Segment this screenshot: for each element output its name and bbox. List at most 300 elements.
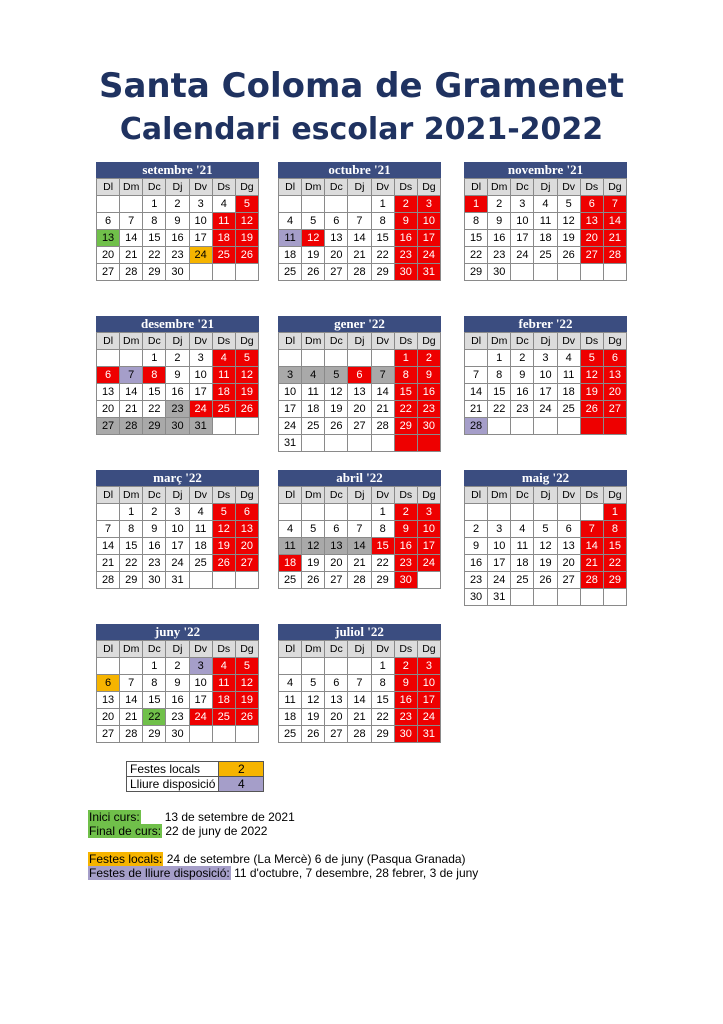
day-cell: 26 (302, 726, 325, 743)
day-cell: 26 (325, 418, 348, 435)
day-cell (348, 658, 371, 675)
weekday-label: Dl (279, 179, 302, 196)
weekday-label: Dc (143, 487, 166, 504)
day-cell: 3 (488, 521, 511, 538)
day-cell: 11 (557, 367, 580, 384)
day-cell: 6 (580, 196, 603, 213)
day-cell: 11 (534, 213, 557, 230)
day-cell: 28 (120, 726, 143, 743)
day-cell: 17 (189, 230, 212, 247)
day-cell: 10 (534, 367, 557, 384)
weekday-header-row (97, 333, 259, 350)
day-cell: 21 (603, 230, 626, 247)
day-cell: 11 (279, 230, 302, 247)
day-cell: 30 (417, 418, 440, 435)
week-row (465, 538, 627, 555)
week-row (97, 504, 259, 521)
week-row (279, 504, 441, 521)
day-cell (302, 435, 325, 452)
day-cell (580, 418, 603, 435)
week-row (97, 401, 259, 418)
day-cell: 24 (534, 401, 557, 418)
day-cell (189, 726, 212, 743)
day-cell (580, 264, 603, 281)
day-cell: 14 (348, 538, 371, 555)
day-cell: 23 (166, 247, 189, 264)
day-cell: 13 (97, 692, 120, 709)
day-cell: 29 (394, 418, 417, 435)
day-cell (325, 504, 348, 521)
day-cell: 18 (279, 555, 302, 572)
day-cell: 26 (212, 555, 235, 572)
day-cell: 2 (166, 196, 189, 213)
day-cell (212, 572, 235, 589)
day-cell: 11 (212, 367, 235, 384)
weekday-label: Dm (120, 333, 143, 350)
day-cell (212, 726, 235, 743)
day-cell: 14 (371, 384, 394, 401)
weekday-label: Ds (394, 333, 417, 350)
month-title: setembre '21 (96, 162, 259, 178)
weekday-label: Dg (603, 179, 626, 196)
weekday-label: Dm (302, 333, 325, 350)
day-cell: 13 (580, 213, 603, 230)
weekday-label: Dv (189, 179, 212, 196)
day-cell: 16 (417, 384, 440, 401)
day-cell (603, 264, 626, 281)
day-cell: 10 (189, 675, 212, 692)
weekday-label: Dg (417, 641, 440, 658)
day-cell: 14 (465, 384, 488, 401)
day-cell: 25 (279, 726, 302, 743)
day-cell: 21 (120, 709, 143, 726)
weekday-label: Dc (511, 179, 534, 196)
day-cell: 20 (557, 555, 580, 572)
day-cell: 24 (417, 555, 440, 572)
note-festes-locals (88, 852, 466, 866)
week-row (97, 367, 259, 384)
month-days-table (96, 640, 259, 743)
day-cell: 23 (394, 247, 417, 264)
day-cell: 24 (189, 247, 212, 264)
week-row (279, 264, 441, 281)
week-row (279, 418, 441, 435)
day-cell (325, 196, 348, 213)
day-cell: 20 (235, 538, 258, 555)
day-cell: 22 (371, 709, 394, 726)
day-cell: 19 (235, 230, 258, 247)
day-cell: 9 (166, 675, 189, 692)
day-cell: 17 (189, 384, 212, 401)
month-calendar (96, 316, 259, 435)
note-text: 24 de setembre (La Mercè) 6 de juny (Pasqua Granada) (166, 852, 466, 866)
day-cell: 31 (417, 264, 440, 281)
week-row (465, 504, 627, 521)
day-cell: 28 (371, 418, 394, 435)
day-cell: 19 (557, 230, 580, 247)
note-label: Final de curs: (89, 824, 162, 838)
weekday-label: Dj (348, 179, 371, 196)
week-row (279, 692, 441, 709)
day-cell (348, 435, 371, 452)
weekday-label: Dm (120, 487, 143, 504)
day-cell: 1 (371, 504, 394, 521)
weekday-label: Dm (302, 487, 325, 504)
day-cell: 14 (97, 538, 120, 555)
day-cell: 7 (120, 213, 143, 230)
note-label: Festes de lliure disposició: (89, 866, 230, 880)
day-cell: 23 (394, 709, 417, 726)
month-days-table (464, 486, 627, 606)
day-cell: 1 (143, 350, 166, 367)
day-cell: 2 (166, 658, 189, 675)
day-cell (557, 504, 580, 521)
day-cell: 16 (143, 538, 166, 555)
day-cell: 2 (394, 196, 417, 213)
week-row (97, 538, 259, 555)
week-row (97, 230, 259, 247)
day-cell: 19 (302, 555, 325, 572)
day-cell: 26 (235, 247, 258, 264)
week-row (465, 196, 627, 213)
day-cell: 6 (97, 675, 120, 692)
weekday-label: Dv (557, 487, 580, 504)
day-cell (120, 350, 143, 367)
month-title: febrer '22 (464, 316, 627, 332)
day-cell: 20 (325, 709, 348, 726)
day-cell (557, 418, 580, 435)
week-row (97, 521, 259, 538)
week-row (465, 521, 627, 538)
week-row (279, 247, 441, 264)
day-cell: 13 (348, 384, 371, 401)
day-cell: 9 (166, 213, 189, 230)
day-cell: 3 (417, 658, 440, 675)
note-lliure-disposicio (88, 866, 478, 880)
weekday-header-row (279, 487, 441, 504)
day-cell (302, 350, 325, 367)
day-cell: 6 (235, 504, 258, 521)
weekday-label: Dl (465, 487, 488, 504)
day-cell: 25 (189, 555, 212, 572)
day-cell: 11 (189, 521, 212, 538)
day-cell: 8 (143, 213, 166, 230)
day-cell: 26 (302, 572, 325, 589)
day-cell (120, 196, 143, 213)
day-cell: 29 (120, 572, 143, 589)
day-cell (580, 504, 603, 521)
weekday-label: Dc (325, 487, 348, 504)
day-cell: 24 (189, 401, 212, 418)
month-calendar (96, 624, 259, 743)
weekday-label: Dj (166, 333, 189, 350)
day-cell: 8 (371, 675, 394, 692)
week-row (279, 350, 441, 367)
day-cell: 5 (235, 196, 258, 213)
day-cell: 21 (348, 709, 371, 726)
day-cell: 1 (371, 196, 394, 213)
day-cell: 9 (488, 213, 511, 230)
day-cell: 7 (97, 521, 120, 538)
day-cell: 27 (557, 572, 580, 589)
day-cell (394, 435, 417, 452)
day-cell (235, 572, 258, 589)
day-cell: 15 (394, 384, 417, 401)
day-cell (325, 350, 348, 367)
weekday-label: Ds (212, 487, 235, 504)
day-cell (235, 264, 258, 281)
week-row (279, 213, 441, 230)
day-cell: 12 (302, 230, 325, 247)
day-cell (511, 418, 534, 435)
month-days-table (278, 486, 441, 589)
day-cell: 4 (534, 196, 557, 213)
weekday-header-row (465, 333, 627, 350)
day-cell (302, 196, 325, 213)
day-cell: 6 (97, 367, 120, 384)
day-cell: 5 (580, 350, 603, 367)
day-cell: 3 (189, 196, 212, 213)
day-cell: 5 (235, 658, 258, 675)
day-cell (325, 435, 348, 452)
weekday-label: Dc (325, 333, 348, 350)
day-cell: 9 (394, 521, 417, 538)
weekday-label: Dm (302, 179, 325, 196)
day-cell: 5 (325, 367, 348, 384)
day-cell: 3 (511, 196, 534, 213)
day-cell: 9 (143, 521, 166, 538)
day-cell (279, 504, 302, 521)
day-cell: 11 (212, 213, 235, 230)
day-cell: 18 (302, 401, 325, 418)
weekday-label: Dl (279, 333, 302, 350)
day-cell: 1 (465, 196, 488, 213)
weekday-label: Dc (143, 179, 166, 196)
day-cell: 7 (120, 367, 143, 384)
week-row (465, 572, 627, 589)
day-cell: 13 (325, 692, 348, 709)
day-cell: 10 (166, 521, 189, 538)
weekday-header-row (97, 641, 259, 658)
day-cell: 23 (394, 555, 417, 572)
day-cell (235, 418, 258, 435)
day-cell: 10 (279, 384, 302, 401)
day-cell (189, 572, 212, 589)
day-cell: 30 (394, 572, 417, 589)
day-cell (97, 196, 120, 213)
day-cell: 27 (325, 264, 348, 281)
day-cell: 11 (279, 692, 302, 709)
month-calendar (278, 162, 441, 281)
day-cell: 27 (97, 726, 120, 743)
month-days-table (464, 332, 627, 435)
day-cell: 22 (488, 401, 511, 418)
weekday-label: Dl (465, 333, 488, 350)
day-cell: 9 (465, 538, 488, 555)
day-cell: 6 (603, 350, 626, 367)
day-cell: 27 (325, 726, 348, 743)
day-cell: 23 (417, 401, 440, 418)
day-cell: 20 (325, 247, 348, 264)
day-cell (279, 658, 302, 675)
day-cell: 17 (511, 230, 534, 247)
week-row (97, 213, 259, 230)
day-cell: 6 (557, 521, 580, 538)
day-cell: 30 (166, 264, 189, 281)
week-row (465, 350, 627, 367)
day-cell (348, 350, 371, 367)
weekday-label: Dl (465, 179, 488, 196)
weekday-label: Dg (417, 333, 440, 350)
day-cell: 30 (488, 264, 511, 281)
day-cell (603, 418, 626, 435)
week-row (97, 196, 259, 213)
day-cell: 8 (143, 675, 166, 692)
day-cell: 25 (534, 247, 557, 264)
day-cell: 1 (603, 504, 626, 521)
weekday-label: Dj (534, 487, 557, 504)
day-cell: 4 (279, 675, 302, 692)
day-cell (348, 196, 371, 213)
day-cell: 28 (348, 572, 371, 589)
weekday-label: Dv (557, 179, 580, 196)
page-subtitle: Calendari escolar 2021-2022 (119, 112, 604, 147)
day-cell: 12 (557, 213, 580, 230)
weekday-label: Dc (325, 179, 348, 196)
day-cell: 18 (212, 384, 235, 401)
day-cell: 14 (348, 230, 371, 247)
day-cell (557, 589, 580, 606)
weekday-label: Dj (348, 487, 371, 504)
day-cell: 10 (189, 367, 212, 384)
weekday-header-row (97, 487, 259, 504)
day-cell: 27 (580, 247, 603, 264)
day-cell: 20 (603, 384, 626, 401)
day-cell: 20 (97, 247, 120, 264)
day-cell: 4 (212, 196, 235, 213)
day-cell (235, 726, 258, 743)
legend-count: 4 (219, 777, 264, 792)
month-calendar (278, 624, 441, 743)
day-cell: 3 (166, 504, 189, 521)
day-cell: 1 (488, 350, 511, 367)
weekday-label: Dm (488, 179, 511, 196)
weekday-label: Dj (348, 333, 371, 350)
day-cell: 15 (465, 230, 488, 247)
day-cell: 18 (212, 230, 235, 247)
day-cell (534, 589, 557, 606)
day-cell: 14 (580, 538, 603, 555)
week-row (465, 555, 627, 572)
day-cell: 28 (97, 572, 120, 589)
day-cell: 12 (302, 538, 325, 555)
week-row (97, 247, 259, 264)
week-row (97, 418, 259, 435)
day-cell: 16 (166, 692, 189, 709)
weekday-label: Dc (325, 641, 348, 658)
day-cell (417, 435, 440, 452)
day-cell: 17 (534, 384, 557, 401)
day-cell: 27 (97, 264, 120, 281)
day-cell: 11 (511, 538, 534, 555)
day-cell: 3 (417, 504, 440, 521)
day-cell: 4 (189, 504, 212, 521)
day-cell (488, 418, 511, 435)
day-cell: 12 (235, 367, 258, 384)
day-cell: 29 (465, 264, 488, 281)
day-cell: 9 (417, 367, 440, 384)
day-cell: 22 (143, 247, 166, 264)
day-cell: 16 (511, 384, 534, 401)
day-cell: 18 (279, 709, 302, 726)
day-cell: 20 (348, 401, 371, 418)
month-days-table (96, 486, 259, 589)
day-cell: 29 (371, 572, 394, 589)
day-cell: 5 (557, 196, 580, 213)
day-cell: 23 (166, 401, 189, 418)
day-cell: 31 (166, 572, 189, 589)
day-cell: 17 (417, 230, 440, 247)
legend-row-festes-locals (127, 762, 264, 777)
day-cell: 22 (371, 247, 394, 264)
day-cell: 13 (97, 230, 120, 247)
day-cell: 22 (120, 555, 143, 572)
day-cell: 14 (120, 230, 143, 247)
day-cell: 22 (603, 555, 626, 572)
day-cell: 1 (120, 504, 143, 521)
day-cell: 14 (603, 213, 626, 230)
day-cell: 7 (465, 367, 488, 384)
weekday-header-row (97, 179, 259, 196)
week-row (465, 247, 627, 264)
day-cell: 19 (302, 709, 325, 726)
day-cell: 28 (580, 572, 603, 589)
day-cell: 12 (212, 521, 235, 538)
month-title: gener '22 (278, 316, 441, 332)
day-cell: 12 (302, 692, 325, 709)
day-cell (534, 264, 557, 281)
day-cell: 13 (603, 367, 626, 384)
week-row (279, 572, 441, 589)
day-cell: 2 (394, 658, 417, 675)
day-cell: 3 (189, 350, 212, 367)
day-cell: 10 (417, 675, 440, 692)
weekday-label: Ds (580, 179, 603, 196)
day-cell: 24 (417, 247, 440, 264)
day-cell: 19 (235, 384, 258, 401)
weekday-label: Ds (580, 333, 603, 350)
week-row (279, 401, 441, 418)
day-cell: 4 (212, 658, 235, 675)
month-title: juliol '22 (278, 624, 441, 640)
week-row (279, 435, 441, 452)
day-cell: 9 (511, 367, 534, 384)
weekday-label: Dv (557, 333, 580, 350)
weekday-label: Ds (580, 487, 603, 504)
day-cell (189, 264, 212, 281)
day-cell: 25 (279, 572, 302, 589)
day-cell: 31 (488, 589, 511, 606)
day-cell: 5 (534, 521, 557, 538)
weekday-label: Ds (394, 179, 417, 196)
weekday-label: Ds (212, 179, 235, 196)
weekday-label: Dm (120, 179, 143, 196)
day-cell: 23 (166, 709, 189, 726)
note-final-curs (88, 824, 267, 838)
weekday-label: Dv (189, 487, 212, 504)
day-cell: 19 (534, 555, 557, 572)
day-cell: 31 (279, 435, 302, 452)
